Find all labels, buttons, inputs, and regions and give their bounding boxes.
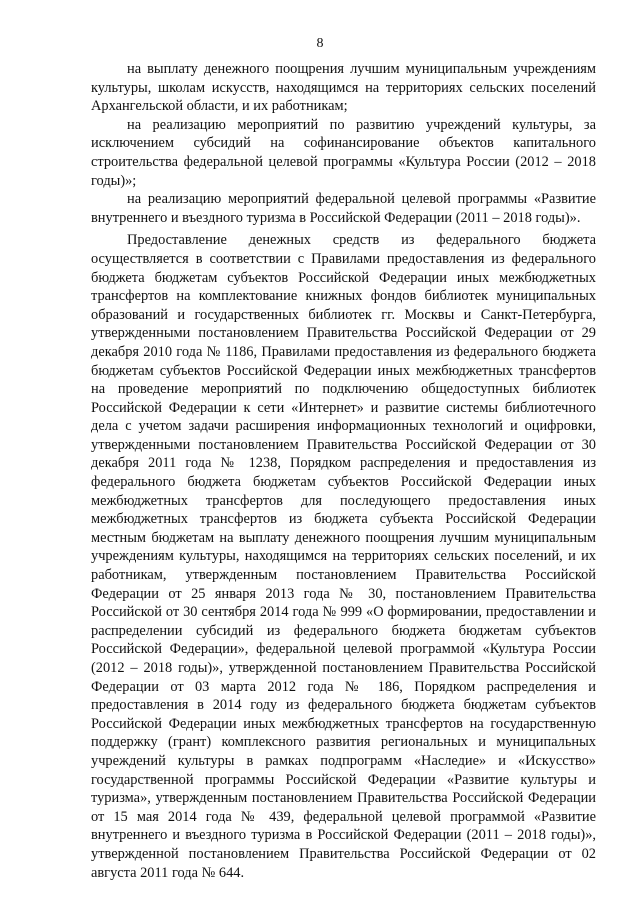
body-text — [91, 60, 596, 882]
paragraph-federal-funding-rules: Предоставление денежных средств из федерального бюджета осуществляется в соответствии с Правилами предоставления из федерального бюджета бюджетам субъектов Российской Федерации иных межбюджетных трансфертов на комплектование книжных фондов библиотек муниципальных образований и государственных библиотек гг. Москвы и Санкт-Петербурга, утвержденными постановлением Правительства Российской Федерации от 29 декабря 2010 года № 1186, Правилами предоставления из федерального бюджета бюджетам субъектов Российской Федерации иных межбюджетных трансфертов на проведение мероприятий по подключению общедоступных библиотек Российской Федерации к сети «Интернет» и развитие системы библиотечного дела с учетом задачи расширения информационных технологий и оцифровки, утвержденными постановлением Правительства Российской Федерации от 30 декабря 2011 года № 1238, Порядком распределения и предоставления из федерального бюджета бюджетам субъектов Российской Федерации иных межбюджетных трансфертов для последующего предоставления иных межбюджетных трансфертов из бюджета субъекта Российской Федерации местным бюджетам на выплату денежного поощрения лучшим муниципальным учреждениям культуры, находящимся на территориях сельских поселений, и их работникам, утвержденным постановлением Правительства Российской Федерации от 25 января 2013 года № 30, постановлением Правительства Российской от 30 сентября 2014 года № 999 «О формировании, предоставлении и распределении субсидий из федерального бюджета бюджетам субъектов Российской Федерации», федеральной целевой программой «Культура России (2012 – 2018 годы)», утвержденной постановлением Правительства Российской Федерации от 03 марта 2012 года № 186, Порядком распределения и предоставления в 2014 году из федерального бюджета бюджетам субъектов Российской Федерации иных межбюджетных трансфертов на государственную поддержку (грант) комплексного развития региональных и муниципальных учреждений культуры в рамках подпрограмм «Наследие» и «Искусство» государственной программы Российской Федерации «Развитие культуры и туризма», утвержденным постановлением Правительства Российской Федерации от 15 мая 2014 года № 439, федеральной целевой программой «Развитие внутреннего и въездного туризма в Российской Федерации (2011 – 2018 годы)», утвержденной постановлением Правительства Российской Федерации от 02 августа 2011 года № 644. — [91, 232, 596, 881]
paragraph-tourism-program: на реализацию мероприятий федеральной целевой программы «Развитие внутреннего и въездного туризма в Российской Федерации (2011 – 2018 годы)». — [91, 191, 596, 226]
paragraph-culture-development: на реализацию мероприятий по развитию учреждений культуры, за исключением субсидий на софинансирование объектов капитального строительства федеральной целевой программы «Культура России (2012 – 2018 годы)»; — [91, 116, 596, 189]
paragraph-museum-awards: на выплату денежного поощрения лучшим муниципальным учреждениям культуры, школам искусств, находящимся на территориях сельских поселений Архангельской области, и их работникам; — [91, 61, 596, 115]
page-number: 8 — [316, 36, 324, 51]
